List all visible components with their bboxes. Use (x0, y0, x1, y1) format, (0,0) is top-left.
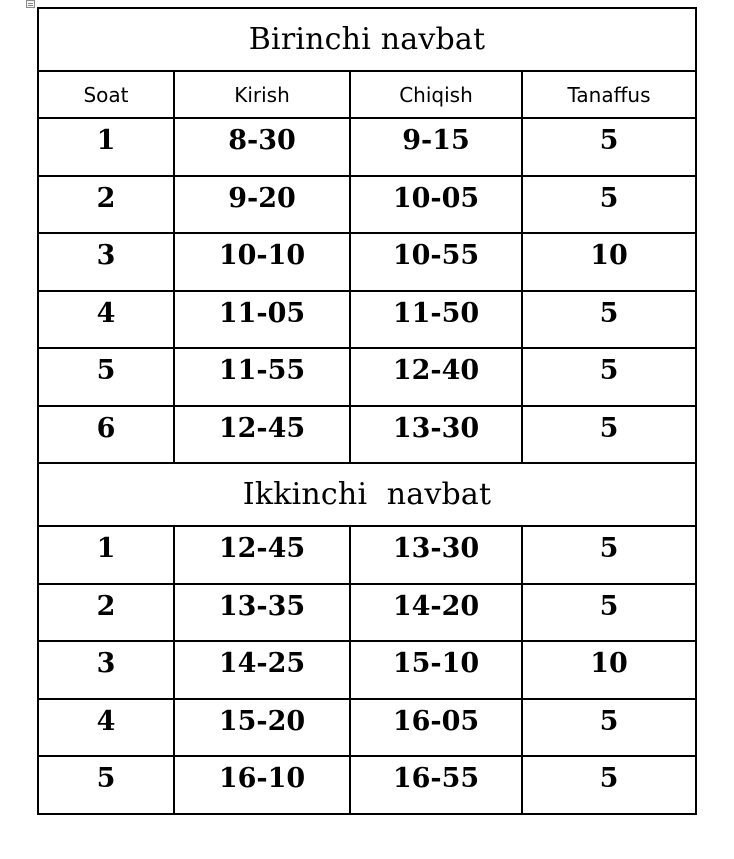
cell-end: 10-05 (350, 176, 522, 234)
first-shift-title: Birinchi navbat (38, 8, 696, 71)
cell-break: 10 (522, 641, 696, 699)
header-row (38, 71, 696, 118)
cell-hour: 4 (38, 699, 174, 757)
table-row (38, 348, 696, 406)
table-row (38, 641, 696, 699)
second-shift-title-row (38, 463, 696, 526)
header-end: Chiqish (350, 71, 522, 118)
cell-end: 11-50 (350, 291, 522, 349)
table-move-handle-icon[interactable] (26, 0, 35, 8)
cell-end: 14-20 (350, 584, 522, 642)
header-start: Kirish (174, 71, 350, 118)
cell-hour: 1 (38, 118, 174, 176)
cell-start: 8-30 (174, 118, 350, 176)
cell-break: 5 (522, 526, 696, 584)
cell-break: 5 (522, 584, 696, 642)
table-row (38, 584, 696, 642)
table-row (38, 118, 696, 176)
cell-start: 11-55 (174, 348, 350, 406)
cell-end: 13-30 (350, 406, 522, 464)
cell-start: 12-45 (174, 526, 350, 584)
cell-start: 10-10 (174, 233, 350, 291)
cell-hour: 5 (38, 348, 174, 406)
cell-hour: 5 (38, 756, 174, 814)
cell-hour: 2 (38, 176, 174, 234)
header-hour: Soat (38, 71, 174, 118)
cell-break: 5 (522, 756, 696, 814)
cell-start: 13-35 (174, 584, 350, 642)
cell-start: 11-05 (174, 291, 350, 349)
table-row (38, 233, 696, 291)
table-row (38, 526, 696, 584)
table-row (38, 699, 696, 757)
cell-end: 16-05 (350, 699, 522, 757)
cell-start: 9-20 (174, 176, 350, 234)
table-row (38, 406, 696, 464)
cell-break: 10 (522, 233, 696, 291)
cell-break: 5 (522, 176, 696, 234)
cell-start: 15-20 (174, 699, 350, 757)
cell-hour: 1 (38, 526, 174, 584)
cell-hour: 4 (38, 291, 174, 349)
cell-start: 14-25 (174, 641, 350, 699)
cell-end: 13-30 (350, 526, 522, 584)
cell-end: 15-10 (350, 641, 522, 699)
cell-break: 5 (522, 348, 696, 406)
header-break: Tanaffus (522, 71, 696, 118)
cell-end: 9-15 (350, 118, 522, 176)
cell-hour: 3 (38, 641, 174, 699)
cell-break: 5 (522, 699, 696, 757)
table-row (38, 291, 696, 349)
table-row (38, 756, 696, 814)
cell-break: 5 (522, 291, 696, 349)
cell-end: 10-55 (350, 233, 522, 291)
cell-break: 5 (522, 118, 696, 176)
cell-end: 12-40 (350, 348, 522, 406)
cell-start: 12-45 (174, 406, 350, 464)
first-shift-title-row (38, 8, 696, 71)
cell-break: 5 (522, 406, 696, 464)
cell-end: 16-55 (350, 756, 522, 814)
table-row (38, 176, 696, 234)
cell-hour: 2 (38, 584, 174, 642)
cell-hour: 6 (38, 406, 174, 464)
cell-start: 16-10 (174, 756, 350, 814)
cell-hour: 3 (38, 233, 174, 291)
second-shift-title: Ikkinchi navbat (38, 463, 696, 526)
schedule-table (37, 7, 697, 815)
